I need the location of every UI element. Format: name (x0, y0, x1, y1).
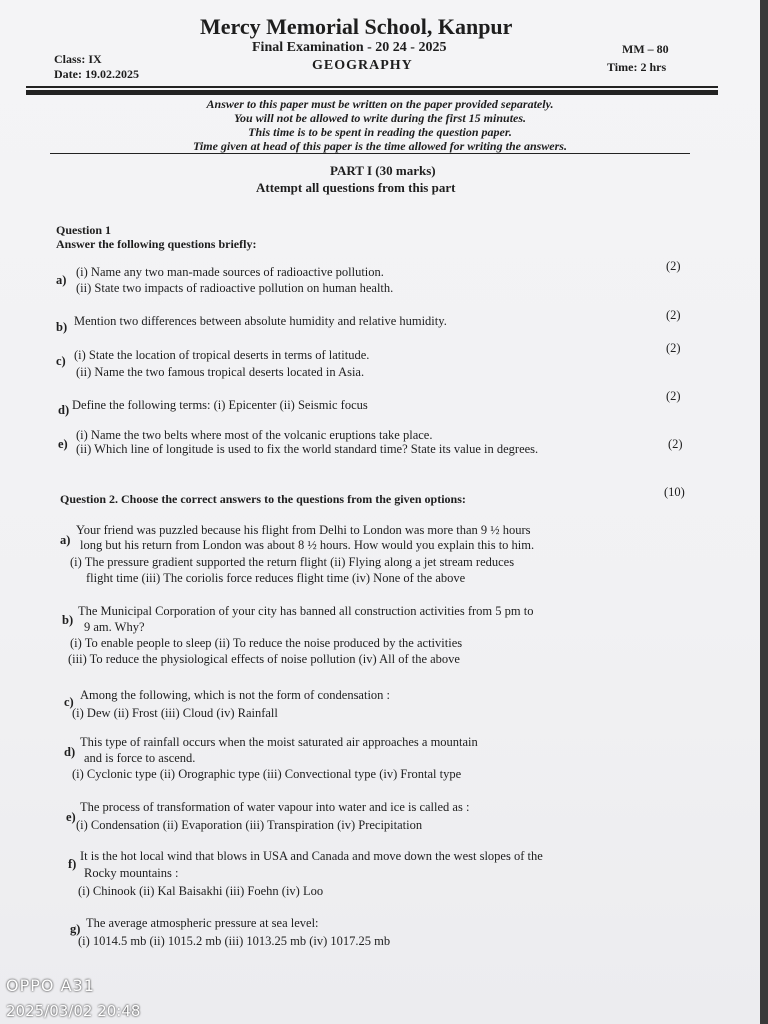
q1-item-line: Mention two differences between absolute humidity and relative humidity. (74, 314, 447, 328)
question-1-instruction: Answer the following questions briefly: (56, 237, 257, 251)
q1-item-marks: (2) (666, 308, 681, 322)
q2-item-line: and is force to ascend. (84, 751, 196, 765)
q2-item-line: The average atmospheric pressure at sea level: (86, 916, 319, 930)
part-subtitle: Attempt all questions from this part (256, 180, 456, 195)
q2-item-label: b) (62, 613, 74, 627)
q1-item-line: (i) Name any two man-made sources of radioactive pollution. (76, 265, 384, 279)
photo-timestamp-watermark: 2025/03/02 20:48 (6, 1002, 141, 1020)
question-2-title: Question 2. Choose the correct answers to the questions from the given options: (60, 492, 466, 506)
q2-item-line: 9 am. Why? (84, 620, 145, 634)
instruction-line: This time is to be spent in reading the question paper. (248, 125, 512, 139)
q1-item-marks: (2) (666, 259, 681, 273)
q2-item-line: (i) The pressure gradient supported the return flight (ii) Flying along a jet stream reduces (70, 555, 515, 569)
q1-item-label: e) (58, 437, 68, 451)
instruction-line: Answer to this paper must be written on the paper provided separately. (206, 97, 554, 111)
q2-item-line: flight time (iii) The coriolis force reduces flight time (iv) None of the above (86, 571, 466, 585)
q1-item-line: (ii) Which line of longitude is used to fix the world standard time? State its value in degrees. (76, 442, 539, 456)
q2-item-label: c) (64, 695, 74, 709)
q1-item-marks: (2) (668, 437, 683, 451)
q1-item-label: d) (58, 403, 70, 417)
exam-title: Final Examination - 20 24 - 2025 (252, 40, 447, 55)
q2-item-line: long but his return from London was about 8 ½ hours. How would you explain this to him. (80, 538, 535, 552)
q2-item-line: Among the following, which is not the form of condensation : (80, 688, 391, 702)
q2-item-line: Rocky mountains : (84, 866, 179, 880)
q1-item-marks: (2) (666, 341, 681, 355)
q2-item-label: d) (64, 745, 76, 759)
q1-item-line: (i) Name the two belts where most of the volcanic eruptions take place. (76, 428, 433, 442)
q2-item-line: (i) 1014.5 mb (ii) 1015.2 mb (iii) 1013.25 mb (iv) 1017.25 mb (78, 934, 391, 948)
instruction-line: Time given at head of this paper is the time allowed for writing the answers. (193, 139, 567, 153)
q2-item-line: (i) Condensation (ii) Evaporation (iii) Transpiration (iv) Precipitation (76, 818, 423, 832)
instruction-line: You will not be allowed to write during the first 15 minutes. (233, 111, 527, 125)
header-rule-thick (26, 90, 718, 95)
q2-item-label: g) (70, 922, 81, 936)
q2-item-line: (i) Dew (ii) Frost (iii) Cloud (iv) Rainfall (72, 706, 278, 720)
q2-item-line: This type of rainfall occurs when the moist saturated air approaches a mountain (80, 735, 478, 749)
subject-title: GEOGRAPHY (312, 58, 413, 73)
q2-item-label: a) (60, 533, 71, 547)
q1-item-line: (ii) Name the two famous tropical deserts located in Asia. (76, 365, 365, 379)
q2-item-line: (i) Chinook (ii) Kal Baisakhi (iii) Foehn (iv) Loo (78, 884, 324, 898)
school-name: Mercy Memorial School, Kanpur (200, 14, 513, 39)
q2-item-line: (i) Cyclonic type (ii) Orographic type (iii) Convectional type (iv) Frontal type (72, 767, 462, 781)
instruction-rule (50, 153, 690, 154)
q1-item-label: c) (56, 354, 66, 368)
question-1-title: Question 1 (56, 223, 112, 237)
class-label: Class: IX (54, 52, 102, 66)
q2-item-label: e) (66, 810, 76, 824)
q2-item-label: f) (68, 857, 77, 871)
q1-item-line: (ii) State two impacts of radioactive pollution on human health. (76, 281, 394, 295)
q1-item-line: (i) State the location of tropical deserts in terms of latitude. (74, 348, 370, 362)
q2-item-line: (i) To enable people to sleep (ii) To reduce the noise produced by the activities (70, 636, 463, 650)
part-title: PART I (30 marks) (330, 163, 436, 178)
q2-item-line: The Municipal Corporation of your city has banned all construction activities from 5 pm to (78, 604, 534, 618)
camera-model-watermark: OPPO A31 (6, 976, 95, 995)
header-rule-thin (26, 86, 718, 88)
q1-item-line: Define the following terms: (i) Epicenter (ii) Seismic focus (72, 398, 368, 412)
q2-item-line: (iii) To reduce the physiological effects of noise pollution (iv) All of the above (68, 652, 460, 666)
q1-item-label: a) (56, 273, 67, 287)
q2-item-line: It is the hot local wind that blows in USA and Canada and move down the west slopes of the (80, 849, 543, 863)
q2-item-line: The process of transformation of water vapour into water and ice is called as : (80, 800, 470, 814)
date-label: Date: 19.02.2025 (54, 67, 139, 81)
q1-item-marks: (2) (666, 389, 681, 403)
q1-item-label: b) (56, 320, 68, 334)
question-2-marks: (10) (664, 485, 685, 499)
max-marks: MM – 80 (622, 42, 669, 56)
q2-item-line: Your friend was puzzled because his flight from Delhi to London was more than 9 ½ hours (76, 523, 531, 537)
time-allowed: Time: 2 hrs (607, 60, 667, 74)
